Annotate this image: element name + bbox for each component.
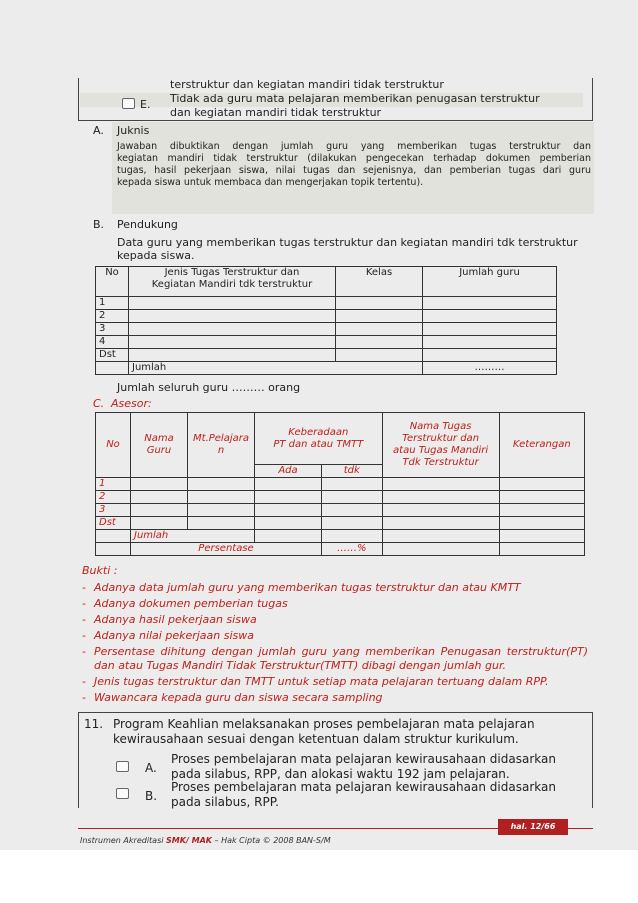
asesor-col-mapel: Mt.Pelajara n: [188, 413, 255, 478]
total-label: Jumlah: [129, 362, 423, 375]
prev-option-text: terstruktur dan kegiatan mandiri tidak terstruktur: [170, 78, 444, 91]
top-box-left-border: [78, 78, 79, 121]
table-row: 1: [96, 297, 557, 310]
top-box-bottom-border: [78, 120, 593, 121]
bukti-dash: -: [82, 581, 86, 594]
col-header-kelas: Kelas: [336, 267, 423, 297]
table-row: 3: [96, 504, 585, 517]
page-number-badge: hal. 12/66: [498, 819, 568, 835]
item11-question-2: kewirausahaan sesuai dengan ketentuan dalam struktur kurikulum.: [113, 732, 519, 746]
col-header-jenis: Jenis Tugas Terstruktur dan Kegiatan Mandiri tdk terstruktur: [129, 267, 336, 297]
table-row: Dst: [96, 517, 585, 530]
asesor-persen-row: [96, 543, 585, 556]
asesor-col-tdk: tdk: [322, 465, 383, 478]
table-row: Dst: [96, 349, 557, 362]
pendukung-desc-2: kepada siswa.: [117, 249, 195, 262]
bukti-item-5: Persentase dihitung dengan jumlah guru yang memberikan Penugasan terstruktur(PT): [94, 645, 588, 658]
table-row: 3: [96, 323, 557, 336]
bukti-dash: -: [82, 597, 86, 610]
footer-text: Instrumen Akreditasi SMK/ MAK – Hak Cipta © 2008 BAN-S/M: [80, 836, 331, 845]
asesor-col-keberadaan: Keberadaan PT dan atau TMTT: [255, 413, 383, 465]
asesor-persen-value: ……%: [322, 543, 383, 556]
page-bottom-margin: [0, 850, 638, 903]
asesor-col-nama-tugas: Nama Tugas Terstruktur dan atau Tugas Mandiri Tdk Terstruktur: [382, 413, 499, 478]
asesor-col-keterangan: Keterangan: [499, 413, 584, 478]
total-guru-line: Jumlah seluruh guru ……… orang: [117, 381, 301, 394]
option-b-checkbox[interactable]: [116, 788, 129, 799]
option-a-text-2: pada silabus, RPP, dan alokasi waktu 192 jam pelajaran.: [171, 767, 510, 781]
asesor-col-no: No: [96, 413, 131, 478]
option-e-letter: E.: [140, 98, 151, 111]
option-b-text-2: pada silabus, RPP.: [171, 795, 279, 809]
asesor-total-label: Jumlah: [131, 530, 255, 543]
bukti-item-3: Adanya hasil pekerjaan siswa: [94, 613, 257, 626]
asesor-col-nama: Nama Guru: [131, 413, 188, 478]
juknis-line-1: Jawaban dibuktikan dengan jumlah guru yang memberikan tugas terstruktur dan: [117, 141, 591, 152]
option-e-text-1: Tidak ada guru mata pelajaran memberikan penugasan terstruktur: [170, 92, 540, 105]
col-header-no: No: [96, 267, 129, 297]
top-box-right-border: [592, 78, 593, 121]
option-b-text-1: Proses pembelajaran mata pelajaran kewirausahaan didasarkan: [171, 780, 556, 794]
bukti-dash: -: [82, 629, 86, 642]
table-row: 2: [96, 491, 585, 504]
option-a-checkbox[interactable]: [116, 761, 129, 772]
pendukung-label: B.: [93, 218, 105, 231]
juknis-line-3: tugas, hasil pekerjaan siswa, nilai tugas dan sejenisnya, dan pemberian tugas dari guru: [117, 165, 591, 176]
asesor-label: C.: [93, 397, 105, 410]
item11-right-border: [592, 712, 593, 808]
item11-top-border: [78, 712, 593, 713]
option-b-letter: B.: [145, 789, 158, 803]
asesor-title: Asesor:: [111, 397, 152, 410]
bukti-item-1: Adanya data jumlah guru yang memberikan tugas terstruktur dan atau KMTT: [94, 581, 521, 594]
item11-number: 11.: [84, 717, 104, 731]
bukti-dash: -: [82, 645, 86, 658]
asesor-col-ada: Ada: [255, 465, 322, 478]
juknis-label: A.: [93, 124, 104, 137]
table-row: 1: [96, 478, 585, 491]
table-row: 2: [96, 310, 557, 323]
bukti-item-6: Jenis tugas terstruktur dan TMTT untuk setiap mata pelajaran tertuang dalam RPP.: [94, 675, 549, 688]
option-a-letter: A.: [145, 761, 157, 775]
option-e-checkbox[interactable]: [122, 98, 135, 109]
bukti-item-2: Adanya dokumen pemberian tugas: [94, 597, 288, 610]
bukti-title: Bukti :: [82, 564, 118, 577]
item11-left-border: [78, 712, 79, 808]
bukti-dash: -: [82, 675, 86, 688]
juknis-line-2: kegiatan mandiri tidak terstruktur (dilakukan pengecekan terhadap dokumen pemberian: [117, 153, 591, 164]
asesor-persen-label: Persentase: [131, 543, 322, 556]
pendukung-table: [95, 266, 557, 375]
option-a-text-1: Proses pembelajaran mata pelajaran kewirausahaan didasarkan: [171, 752, 556, 766]
asesor-total-row: [96, 530, 585, 543]
option-e-text-2: dan kegiatan mandiri tidak terstruktur: [170, 106, 382, 119]
bukti-item-7: Wawancara kepada guru dan siswa secara sampling: [94, 691, 383, 704]
bukti-item-5-cont: dan atau Tugas Mandiri Tidak Terstruktur(TMTT) dibagi dengan jumlah gur.: [94, 659, 506, 672]
item11-question-1: Program Keahlian melaksanakan proses pembelajaran mata pelajaran: [113, 717, 535, 731]
pendukung-desc-1: Data guru yang memberikan tugas terstruktur dan kegiatan mandiri tdk terstruktur: [117, 236, 578, 249]
asesor-table: [95, 412, 585, 556]
juknis-title: Juknis: [117, 124, 150, 137]
table-row: 4: [96, 336, 557, 349]
total-value: ………: [423, 362, 557, 375]
col-header-jumlah-guru: Jumlah guru: [423, 267, 557, 297]
table-total-row: [96, 362, 557, 375]
juknis-line-4: kepada siswa untuk membaca dan mengerjakan topik tertentu).: [117, 177, 424, 188]
bukti-item-4: Adanya nilai pekerjaan siswa: [94, 629, 255, 642]
bukti-dash: -: [82, 613, 86, 626]
pendukung-title: Pendukung: [117, 218, 178, 231]
bukti-dash: -: [82, 691, 86, 704]
